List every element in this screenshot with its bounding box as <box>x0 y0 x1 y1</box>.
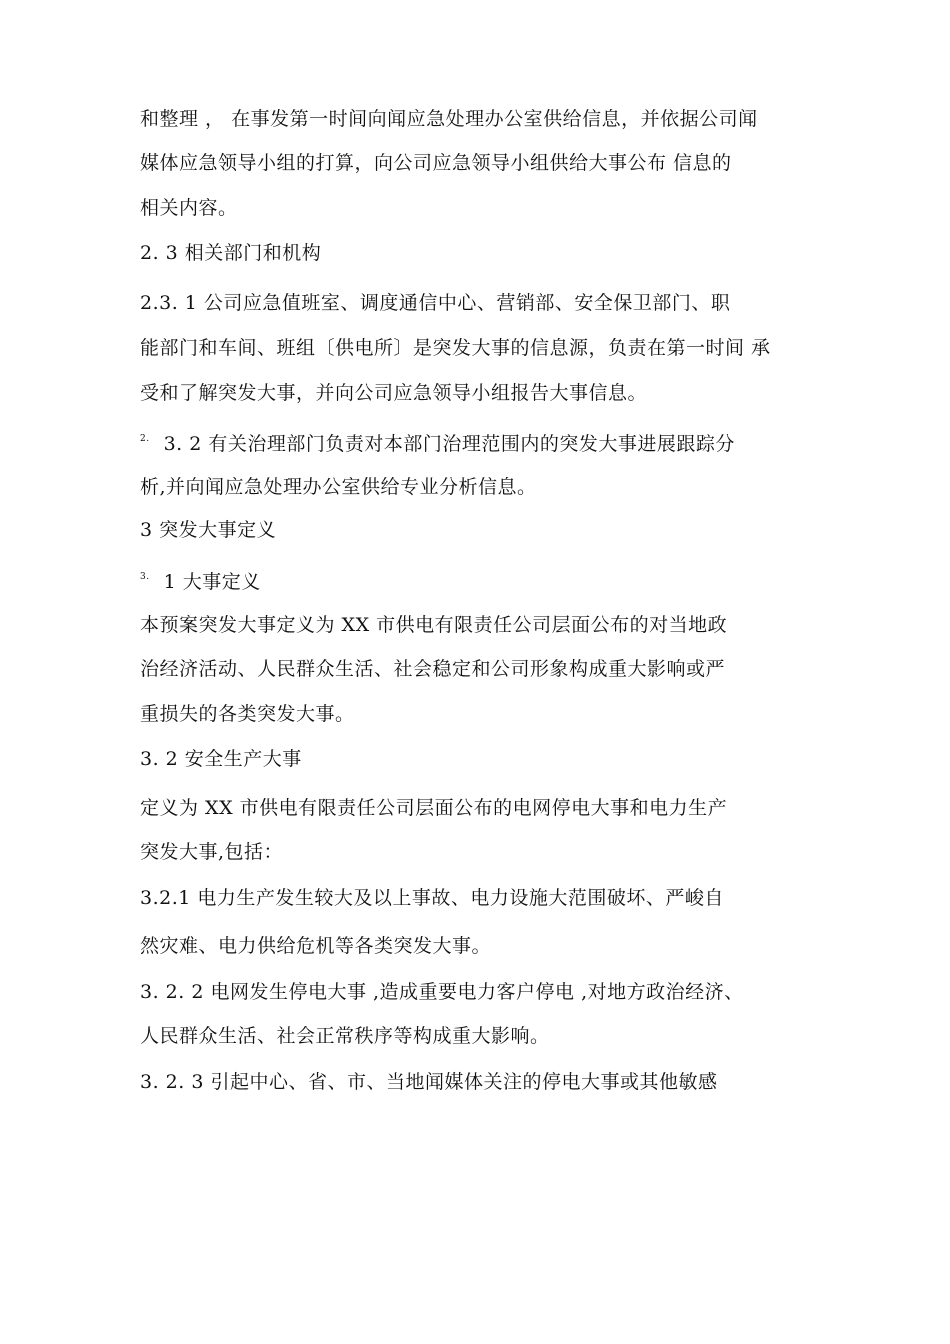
text-line: 突发大事,包括： <box>140 841 284 863</box>
text-line: 3. 2. 3 引起中心、省、市、当地闻媒体关注的停电大事或其他敏感 <box>140 1071 718 1093</box>
text-line: 析,并向闻应急处理办公室供给专业分析信息。 <box>140 476 537 498</box>
text-line: 3. 2. 2 电网发生停电大事 ,造成重要电力客户停电 ,对地方政治经济、 <box>140 981 744 1003</box>
subsection-heading-with-marker <box>140 565 261 594</box>
text-line: 治经济活动、人民群众生活、社会稳定和公司形象构成重大影响或严 <box>140 658 726 680</box>
subsection-heading: 1 大事定义 <box>163 571 261 593</box>
text-line: 能部门和车间、班组〔供电所〕是突发大事的信息源，负责在第一时间 承 <box>140 337 771 359</box>
text-line: 和整理 ， 在事发第一时间向闻应急处理办公室供给信息，并依据公司闻 <box>140 108 758 130</box>
text-line: 定义为 XX 市供电有限责任公司层面公布的电网停电大事和电力生产 <box>140 797 728 819</box>
text-line: 受和了解突发大事，并向公司应急领导小组报告大事信息。 <box>140 382 648 404</box>
superscript-marker: 3. <box>140 572 150 582</box>
text-line: 媒体应急领导小组的打算，向公司应急领导小组供给大事公布 信息的 <box>140 152 732 174</box>
text-line: 然灾难、电力供给危机等各类突发大事。 <box>140 935 492 957</box>
text-line: 人民群众生活、社会正常秩序等构成重大影响。 <box>140 1025 550 1047</box>
text-line: 本预案突发大事定义为 XX 市供电有限责任公司层面公布的对当地政 <box>140 614 728 636</box>
subsection-heading: 3. 2 安全生产大事 <box>140 748 302 770</box>
section-heading: 2. 3 相关部门和机构 <box>140 242 322 264</box>
text-line: 重损失的各类突发大事。 <box>140 703 355 725</box>
text-line-with-marker <box>140 427 735 456</box>
section-heading: 3 突发大事定义 <box>140 519 277 541</box>
text-line: 相关内容。 <box>140 197 238 219</box>
text-line: 3.2.1 电力生产发生较大及以上事故、电力设施大范围破坏、严峻自 <box>140 887 724 909</box>
text-line: 2.3. 1 公司应急值班室、调度通信中心、营销部、安全保卫部门、职 <box>140 292 731 314</box>
superscript-marker: 2. <box>140 434 150 444</box>
text-line: 3. 2 有关治理部门负责对本部门治理范围内的突发大事进展跟踪分 <box>163 433 735 455</box>
